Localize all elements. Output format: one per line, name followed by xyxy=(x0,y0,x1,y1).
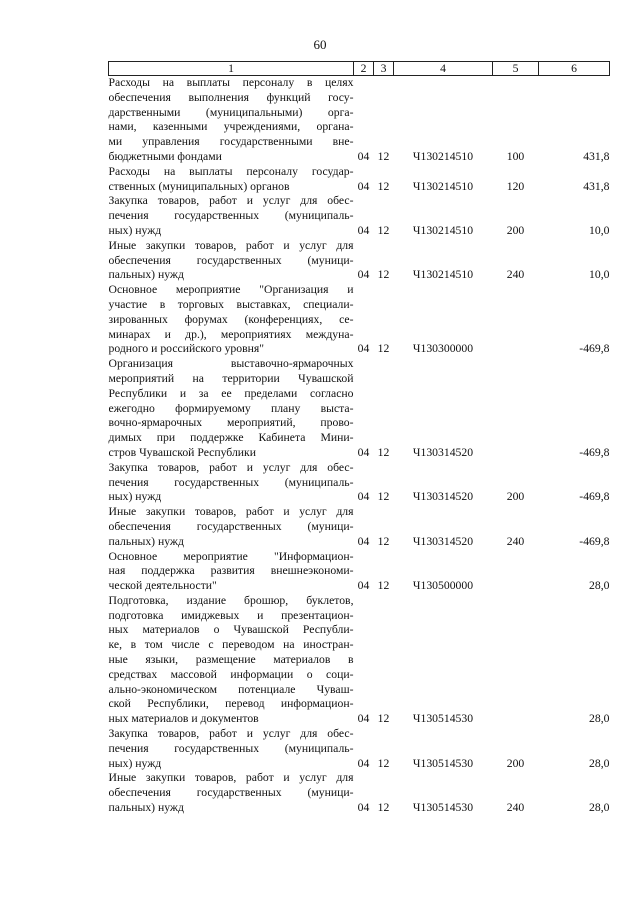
expense-type-code: 100 xyxy=(506,149,525,163)
description-line: ежегодно формируемому плану выста- xyxy=(108,401,354,415)
section-code: 04 xyxy=(357,445,370,459)
subsection-code: 12 xyxy=(377,179,390,193)
expense-type-code: 200 xyxy=(506,490,525,504)
expense-type-code xyxy=(493,283,539,357)
header-col-4: 4 xyxy=(394,62,493,76)
description-line: ные языки, размещение материалов в xyxy=(108,653,354,667)
description-line: Иные закупки товаров, работ и услуг для xyxy=(108,505,354,519)
row-description xyxy=(109,505,354,549)
table-row xyxy=(109,505,610,549)
target-article-code: Ч130514530 xyxy=(412,801,474,815)
table-row xyxy=(109,357,610,461)
amount: -469,8 xyxy=(579,342,610,356)
expense-type-code xyxy=(493,357,539,461)
description-line: пальных) нужд xyxy=(108,801,184,815)
amount: 28,0 xyxy=(589,801,610,815)
section-code: 04 xyxy=(357,579,370,593)
subsection-code: 12 xyxy=(377,490,390,504)
description-line: димых при поддержке Кабинета Мини- xyxy=(108,431,354,445)
table-row xyxy=(109,771,610,815)
section-code: 04 xyxy=(357,342,370,356)
target-article-code: Ч130214510 xyxy=(412,149,474,163)
description-line: ных материалов о Чувашской Республи- xyxy=(108,623,354,637)
row-description xyxy=(109,357,354,461)
table-row xyxy=(109,194,610,238)
description-line: ственных (муниципальных) органов xyxy=(108,179,290,193)
expense-type-code: 120 xyxy=(506,179,525,193)
amount: 28,0 xyxy=(589,756,610,770)
description-line: обеспечения государственных (муници- xyxy=(108,786,354,800)
description-line: ных) нужд xyxy=(108,756,162,770)
table-row xyxy=(109,550,610,594)
subsection-code: 12 xyxy=(377,223,390,237)
description-line: ческой деятельности" xyxy=(108,579,217,593)
description-line: обеспечения выполнения функций госу- xyxy=(108,90,354,104)
description-line: обеспечения государственных (муници- xyxy=(108,253,354,267)
expense-type-code xyxy=(493,550,539,594)
subsection-code: 12 xyxy=(377,579,390,593)
table-row xyxy=(109,594,610,727)
section-code: 04 xyxy=(357,712,370,726)
description-line: минарах и др.), мероприятиях междуна- xyxy=(108,327,354,341)
description-line: подготовка имиджевых и презентацион- xyxy=(108,608,354,622)
description-line: пальных) нужд xyxy=(108,268,184,282)
section-code: 04 xyxy=(357,179,370,193)
subsection-code: 12 xyxy=(377,342,390,356)
description-line: Организация выставочно-ярмарочных xyxy=(108,357,354,371)
amount: 10,0 xyxy=(589,268,610,282)
target-article-code: Ч130500000 xyxy=(412,579,474,593)
section-code: 04 xyxy=(357,268,370,282)
description-line: Закупка товаров, работ и услуг для обес- xyxy=(108,460,354,474)
row-description xyxy=(109,76,354,165)
description-line: обеспечения государственных (муници- xyxy=(108,519,354,533)
row-description xyxy=(109,239,354,283)
target-article-code: Ч130214510 xyxy=(412,223,474,237)
subsection-code: 12 xyxy=(377,756,390,770)
table-row xyxy=(109,165,610,195)
subsection-code: 12 xyxy=(377,801,390,815)
row-description xyxy=(109,165,354,195)
description-line: Основное мероприятие "Информацион- xyxy=(108,549,354,563)
target-article-code: Ч130514530 xyxy=(412,712,474,726)
subsection-code: 12 xyxy=(377,534,390,548)
target-article-code: Ч130314520 xyxy=(412,445,474,459)
description-line: Расходы на выплаты персоналу в целях xyxy=(108,76,354,89)
table-row xyxy=(109,283,610,357)
description-line: печения государственных (муниципаль- xyxy=(108,475,354,489)
row-description xyxy=(109,771,354,815)
description-line: ской Республики, перевод информацион- xyxy=(108,697,354,711)
description-line: ально-экономическом потенциале Чуваш- xyxy=(108,682,354,696)
description-line: пальных) нужд xyxy=(108,534,184,548)
section-code: 04 xyxy=(357,490,370,504)
header-col-1: 1 xyxy=(109,62,354,76)
table-header-row xyxy=(109,62,610,76)
amount: -469,8 xyxy=(579,445,610,459)
description-line: стров Чувашской Республики xyxy=(108,445,256,459)
description-line: нами, казенными учреждениями, органа- xyxy=(108,120,354,134)
target-article-code: Ч130314520 xyxy=(412,534,474,548)
target-article-code: Ч130514530 xyxy=(412,756,474,770)
description-line: Расходы на выплаты персоналу государ- xyxy=(108,164,354,178)
subsection-code: 12 xyxy=(377,712,390,726)
table-row xyxy=(109,239,610,283)
description-line: печения государственных (муниципаль- xyxy=(108,741,354,755)
row-description xyxy=(109,283,354,357)
budget-table xyxy=(108,61,610,816)
description-line: дарственными (муниципальными) орга- xyxy=(108,105,354,119)
description-line: ных) нужд xyxy=(108,490,162,504)
expense-type-code: 200 xyxy=(506,223,525,237)
target-article-code: Ч130300000 xyxy=(412,342,474,356)
row-description xyxy=(109,550,354,594)
description-line: Подготовка, издание брошюр, буклетов, xyxy=(108,593,354,607)
description-line: бюджетными фондами xyxy=(108,149,222,163)
target-article-code: Ч130214510 xyxy=(412,179,474,193)
description-line: Республики и за ее пределами согласно xyxy=(108,386,354,400)
amount: -469,8 xyxy=(579,490,610,504)
description-line: ке, в том числе с переводом на иностран- xyxy=(108,638,354,652)
amount: 10,0 xyxy=(589,223,610,237)
expense-type-code xyxy=(493,594,539,727)
page-number: 60 xyxy=(313,37,327,52)
section-code: 04 xyxy=(357,149,370,163)
expense-type-code: 240 xyxy=(506,268,525,282)
description-line: Основное мероприятие "Организация и xyxy=(108,283,354,297)
description-line: ная поддержка развития внешнеэкономи- xyxy=(108,564,354,578)
expense-type-code: 240 xyxy=(506,801,525,815)
row-description xyxy=(109,727,354,771)
amount: 28,0 xyxy=(589,712,610,726)
row-description xyxy=(109,461,354,505)
section-code: 04 xyxy=(357,801,370,815)
description-line: мероприятий на территории Чувашской xyxy=(108,371,354,385)
description-line: вочно-ярмарочных мероприятий, прово- xyxy=(108,416,354,430)
row-description xyxy=(109,594,354,727)
expense-type-code: 200 xyxy=(506,756,525,770)
amount: 431,8 xyxy=(583,179,610,193)
table-row xyxy=(109,76,610,165)
header-col-6: 6 xyxy=(539,62,610,76)
target-article-code: Ч130314520 xyxy=(412,490,474,504)
amount: -469,8 xyxy=(579,534,610,548)
description-line: зированных форумах (конференциях, се- xyxy=(108,312,354,326)
description-line: участие в торговых выставках, специали- xyxy=(108,297,354,311)
amount: 431,8 xyxy=(583,149,610,163)
section-code: 04 xyxy=(357,223,370,237)
description-line: средствах массовой информации о соци- xyxy=(108,667,354,681)
table-row xyxy=(109,461,610,505)
description-line: ных) нужд xyxy=(108,223,162,237)
section-code: 04 xyxy=(357,534,370,548)
subsection-code: 12 xyxy=(377,268,390,282)
description-line: ных материалов и документов xyxy=(108,712,259,726)
amount: 28,0 xyxy=(589,579,610,593)
table-row xyxy=(109,727,610,771)
subsection-code: 12 xyxy=(377,445,390,459)
row-description xyxy=(109,194,354,238)
description-line: Иные закупки товаров, работ и услуг для xyxy=(108,238,354,252)
header-col-2: 2 xyxy=(354,62,374,76)
subsection-code: 12 xyxy=(377,149,390,163)
expense-type-code: 240 xyxy=(506,534,525,548)
description-line: Иные закупки товаров, работ и услуг для xyxy=(108,771,354,785)
target-article-code: Ч130214510 xyxy=(412,268,474,282)
description-line: родного и российского уровня" xyxy=(108,342,265,356)
description-line: ми управления государственными вне- xyxy=(108,135,354,149)
header-col-5: 5 xyxy=(493,62,539,76)
description-line: Закупка товаров, работ и услуг для обес- xyxy=(108,194,354,208)
description-line: печения государственных (муниципаль- xyxy=(108,209,354,223)
table-body xyxy=(109,76,610,816)
header-col-3: 3 xyxy=(374,62,394,76)
description-line: Закупка товаров, работ и услуг для обес- xyxy=(108,727,354,741)
section-code: 04 xyxy=(357,756,370,770)
